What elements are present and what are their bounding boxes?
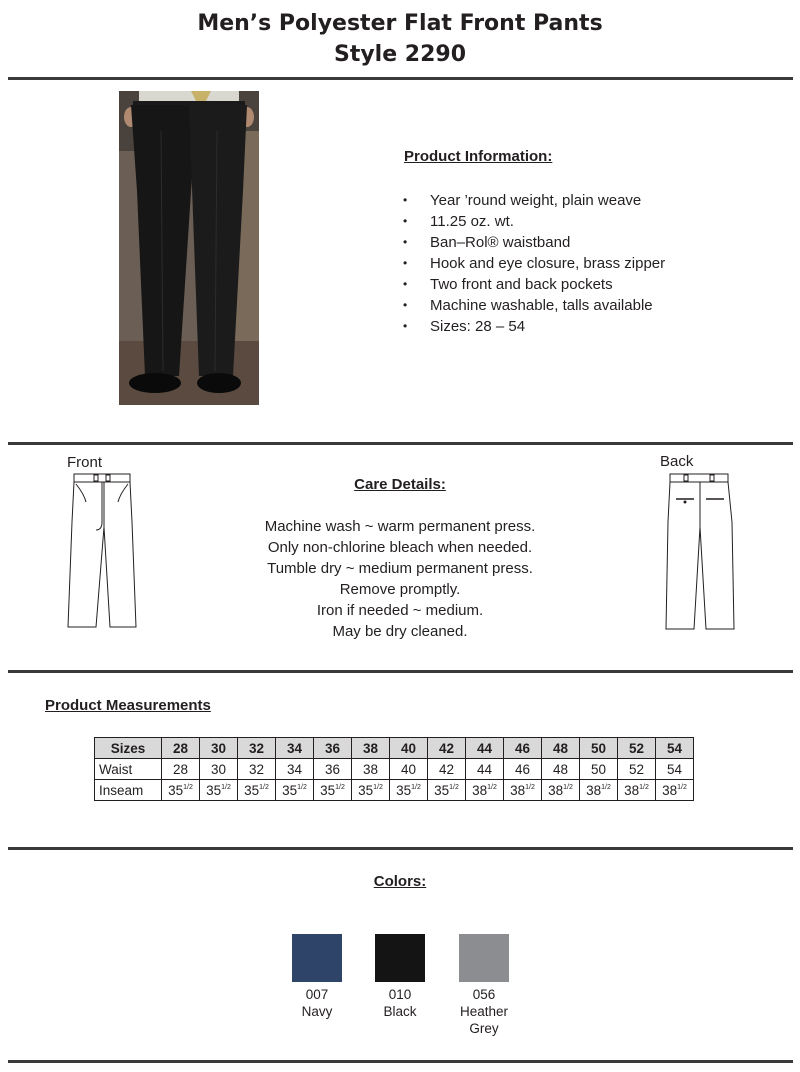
- table-cell: $38^{1/2}$: [618, 780, 656, 801]
- table-cell: $35^{1/2}$: [314, 780, 352, 801]
- bullet-icon: •: [403, 256, 408, 270]
- table-cell: 54: [656, 759, 694, 780]
- table-header-cell: Sizes: [95, 738, 162, 759]
- table-header-cell: 36: [314, 738, 352, 759]
- table-cell: $35^{1/2}$: [352, 780, 390, 801]
- table-cell: $35^{1/2}$: [428, 780, 466, 801]
- table-cell: 36: [314, 759, 352, 780]
- back-label: Back: [660, 453, 694, 470]
- divider: [8, 1060, 793, 1063]
- bullet-icon: •: [403, 319, 408, 333]
- measurements-heading: Product Measurements: [45, 697, 211, 714]
- table-header-cell: 46: [504, 738, 542, 759]
- table-cell: $38^{1/2}$: [542, 780, 580, 801]
- list-item: • Year ’round weight, plain weave: [403, 192, 642, 209]
- product-info-heading: Product Information:: [404, 148, 553, 165]
- bullet-icon: •: [403, 235, 408, 249]
- table-cell: 30: [200, 759, 238, 780]
- table-cell: $35^{1/2}$: [162, 780, 200, 801]
- color-swatch-navy: [292, 934, 342, 982]
- table-header-cell: 48: [542, 738, 580, 759]
- color-swatch-black: [375, 934, 425, 982]
- table-cell: 34: [276, 759, 314, 780]
- care-line: Machine wash ~ warm permanent press.: [264, 518, 536, 535]
- table-header-cell: 50: [580, 738, 618, 759]
- table-cell: 38: [352, 759, 390, 780]
- table-cell: 46: [504, 759, 542, 780]
- table-row: [95, 738, 694, 759]
- bullet-icon: •: [403, 214, 408, 228]
- row-label: Inseam: [95, 780, 162, 801]
- list-item: • Sizes: 28 – 54: [403, 318, 526, 335]
- colors-heading: Colors:: [373, 873, 427, 890]
- table-cell: $38^{1/2}$: [504, 780, 542, 801]
- list-item: • 11.25 oz. wt.: [403, 213, 514, 230]
- bullet-icon: •: [403, 298, 408, 312]
- table-header-cell: 30: [200, 738, 238, 759]
- table-header-cell: 38: [352, 738, 390, 759]
- size-table: [94, 737, 694, 801]
- product-photo: [119, 91, 259, 405]
- color-label-black: 010 Black: [383, 987, 417, 1019]
- table-cell: 48: [542, 759, 580, 780]
- table-cell: $35^{1/2}$: [200, 780, 238, 801]
- table-cell: $38^{1/2}$: [580, 780, 618, 801]
- table-cell: $35^{1/2}$: [238, 780, 276, 801]
- table-header-cell: 34: [276, 738, 314, 759]
- table-cell: $35^{1/2}$: [276, 780, 314, 801]
- row-label: Waist: [95, 759, 162, 780]
- table-cell: 40: [390, 759, 428, 780]
- table-header-cell: 44: [466, 738, 504, 759]
- bullet-icon: •: [403, 193, 408, 207]
- list-item: • Machine washable, talls available: [403, 297, 653, 314]
- divider: [8, 77, 793, 80]
- table-cell: $35^{1/2}$: [390, 780, 428, 801]
- color-label-heather-grey: 056 Heather Grey: [459, 987, 509, 1036]
- care-line: Tumble dry ~ medium permanent press.: [267, 560, 533, 577]
- table-cell: 52: [618, 759, 656, 780]
- divider: [8, 670, 793, 673]
- table-header-cell: 28: [162, 738, 200, 759]
- table-row: [95, 780, 694, 801]
- table-header-cell: 32: [238, 738, 276, 759]
- product-info-list: [400, 190, 665, 337]
- table-cell: $38^{1/2}$: [466, 780, 504, 801]
- table-cell: 28: [162, 759, 200, 780]
- style-number: Style 2290: [333, 42, 467, 67]
- divider: [8, 847, 793, 850]
- care-heading: Care Details:: [354, 476, 446, 493]
- bullet-icon: •: [403, 277, 408, 291]
- table-cell: 32: [238, 759, 276, 780]
- table-row: [95, 759, 694, 780]
- front-label: Front: [67, 454, 103, 471]
- care-line: May be dry cleaned.: [332, 623, 468, 640]
- table-cell: 44: [466, 759, 504, 780]
- care-line: Iron if needed ~ medium.: [316, 602, 484, 619]
- table-header-cell: 42: [428, 738, 466, 759]
- list-item: • Ban–Rol® waistband: [403, 234, 571, 251]
- back-sketch: [664, 472, 736, 632]
- list-item: • Hook and eye closure, brass zipper: [403, 255, 666, 272]
- table-cell: 42: [428, 759, 466, 780]
- list-item: • Two front and back pockets: [403, 276, 613, 293]
- table-header-cell: 54: [656, 738, 694, 759]
- table-header-cell: 52: [618, 738, 656, 759]
- color-swatch-heather-grey: [459, 934, 509, 982]
- care-line: Only non-chlorine bleach when needed.: [267, 539, 533, 556]
- divider: [8, 442, 793, 445]
- care-line: Remove promptly.: [339, 581, 461, 598]
- color-label-navy: 007 Navy: [301, 987, 333, 1019]
- table-cell: 50: [580, 759, 618, 780]
- table-header-cell: 40: [390, 738, 428, 759]
- table-cell: $38^{1/2}$: [656, 780, 694, 801]
- page-title: Men’s Polyester Flat Front Pants: [197, 11, 603, 36]
